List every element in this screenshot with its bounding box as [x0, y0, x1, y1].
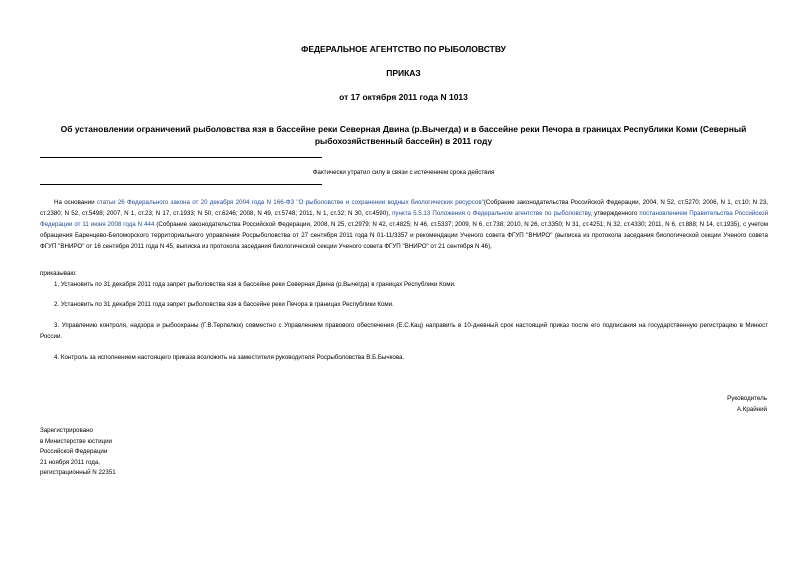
document-title: Об установлении ограничений рыболовства язя в бассейне реки Северная Двина (р.Вычегда) и в бассейне реки Печора в границах Республики Коми (Северный рыбохозяйственный бассейн) в 2011 году [60, 124, 747, 146]
order-item-3: 3. Управлению контроля, надзора и рыбоохраны (Г.В.Терпелюк) совместно с Управлением правового обеспечения (Е.С.Кац) направить в 10-дневный срок настоящий приказ после его подписания на государственную регистрацию в Минюст России. [40, 322, 768, 340]
registration-line-2: в Министерстве юстиции [40, 438, 113, 445]
basis-text-4: (Собрание законодательства Российской Федерации, 2008, N 25, ст.2979; N 42, ст.4825; N 46, ст.5337; 2009, N 6, ст.738; 2010, N 26, ст.3350; N 31, ст.4251; N 32, ст.4330; 2011, N 6, ст.888; N 14, ст.1935), с учетом обращения Баренцево-Беломорского территориального управления Росрыболовства от 27 сентября 2011 года N 01-11/3357 и рекомендации Ученого совета ФГУП "ВНИРО" (выписка из протокола заседания биологической секции Ученого совета ФГУП "ВНИРО" от 16 сентября 2011 года N 45, выписка из протокола заседания биологической секции Ученого совета ФГУП "ВНИРО" от 21 сентября N 46), [40, 221, 768, 250]
order-item-2: 2. Установить по 31 декабря 2011 года запрет рыболовства язя в бассейне реки Печора в границах Республики Коми. [54, 301, 394, 308]
document-type: ПРИКАЗ [386, 68, 421, 78]
signature-position: Руководитель [727, 395, 767, 402]
divider-top [40, 157, 322, 158]
status-note: Фактически утратил силу в связи с истечением срока действия [312, 169, 495, 176]
government-decree-link[interactable]: постановлением Правительства Российской Федерации от 11 июня 2008 года N 444 [40, 210, 769, 228]
registration-line-4: 21 ноября 2011 года, [40, 459, 101, 466]
registration-line-5: регистрационный N 22351 [40, 469, 116, 476]
basis-text-1: На основании [54, 199, 97, 206]
order-item-1: 1. Установить по 31 декабря 2011 года запрет рыболовства язя в бассейне реки Северная Двина (р.Вычегда) в границах Республики Коми. [54, 281, 456, 288]
agency-heading: ФЕДЕРАЛЬНОЕ АГЕНТСТВО ПО РЫБОЛОВСТВУ [301, 44, 506, 54]
document-date: от 17 октября 2011 года N 1013 [339, 92, 468, 102]
divider-bottom [40, 184, 322, 185]
law-article-link[interactable]: статьи 26 Федерального закона от 20 декабря 2004 года N 166-ФЗ "О рыболовстве и сохранении водных биологических ресурсов" [96, 199, 484, 206]
signature-name: А.Крайний [736, 406, 767, 413]
order-word: приказываю: [40, 270, 77, 277]
order-item-4: 4. Контроль за исполнением настоящего приказа возложить на заместителя руководителя Росрыболовства В.Б.Бычкова. [54, 354, 405, 361]
basis-paragraph [40, 197, 768, 252]
registration-line-3: Российской Федерации [40, 448, 108, 455]
regulation-clause-link[interactable]: пункта 5.5.13 Положения о Федеральном агентстве по рыболовству [392, 210, 591, 217]
registration-line-1: Зарегистрировано [40, 427, 93, 434]
basis-text-2: (Собрание законодательства Российской Федерации, 2004, N 52, ст.5270; 2006, N 1, ст.10; N 23, ст.2380; N 52, ст.5498; 2007, N 1, ст.23; N 17, ст.1933; N 50, ст.6246; 2008, N 49, ст.5748; 2011, N 1, ст.32; N 30, ст.4590), [40, 199, 768, 217]
basis-text-3: , утвержденного [590, 210, 640, 217]
